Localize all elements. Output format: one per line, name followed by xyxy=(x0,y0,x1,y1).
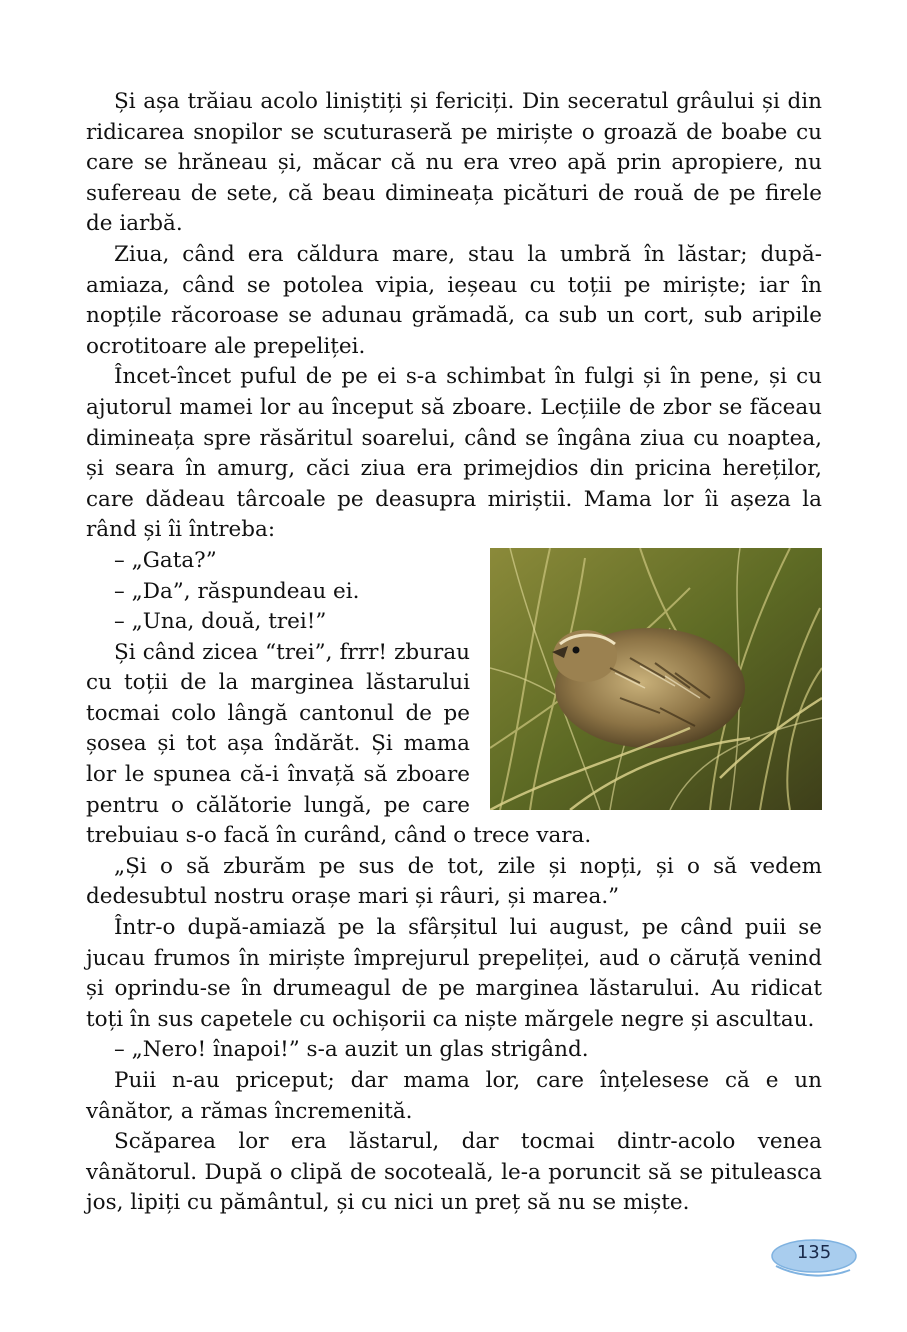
quail-photo xyxy=(490,548,822,810)
paragraph-2: Ziua, când era căldura mare, stau la umbră în lăstar; după-amiaza, când se potolea vipia, ieșeau cu toții pe miriște; iar în nopțile răcoroase se adunau grămadă, ca sub un cort, sub aripile ocrotitoare ale prepeliței. xyxy=(86,241,822,359)
page-text xyxy=(86,87,822,1219)
dialogue-line-1: – „Gata?” xyxy=(114,547,217,573)
dialogue-line-2: – „Da”, răspundeau ei. xyxy=(114,578,360,604)
page-number: 135 xyxy=(796,1242,832,1263)
page-number-badge xyxy=(770,1236,858,1280)
paragraph-3: Încet-încet puful de pe ei s-a schimbat în fulgi și în pene, și cu ajutorul mamei lor au început să zboare. Lecțiile de zbor se făceau dimineața spre răsăritul soarelui, când se îngâna ziua cu noaptea, și seara în amurg, căci ziua era primejdios din pricina hereților, care dădeau târcoale pe deasupra miriștii. Mama lor îi așeza la rând și îi întreba: xyxy=(86,364,822,543)
paragraph-7: Puii n-au priceput; dar mama lor, care înțelesese că e un vânător, a rămas încremenită. xyxy=(86,1068,822,1124)
paragraph-6: Într-o după-amiază pe la sfârșitul lui august, pe când puii se jucau frumos în miriște împrejurul prepeliței, aud o căruță venind și oprindu-se în drumeagul de pe marginea lăstarului. Au ridicat toți în sus capetele cu ochișorii ca niște mărgele negre și ascultau. xyxy=(86,915,822,1032)
paragraph-4: Și când zicea “trei”, frrr! zburau cu toții de la marginea lăstarului tocmai colo lângă cantonul de pe șosea și tot așa îndărăt. Și mama lor le spunea că-i învață să zboare pentru o călătorie lungă, pe care trebuiau s-o facă în curând, când o trece vara. xyxy=(86,639,592,849)
paragraph-1: Și așa trăiau acolo liniștiți și fericiți. Din seceratul grâului și din ridicarea snopilor se scuturaseră pe miriște o groază de boabe cu care se hrăneau și, măcar că nu era vreo apă prin apropiere, nu sufereau de sete, că beau dimineața picături de rouă de pe firele de iarbă. xyxy=(86,89,822,237)
dialogue-line-3: – „Una, două, trei!” xyxy=(114,609,327,635)
quail-in-grass-image xyxy=(490,548,822,810)
dialogue-line-4: – „Nero! înapoi!” s-a auzit un glas strigând. xyxy=(114,1037,589,1063)
paragraph-5: „Și o să zburăm pe sus de tot, zile și nopți, și o să vedem dedesubtul nostru orașe mari și râuri, și marea.” xyxy=(86,853,822,910)
paragraph-8: Scăparea lor era lăstarul, dar tocmai dintr-acolo venea vânătorul. După o clipă de socoteală, le-a poruncit să se pituleasca jos, lipiți cu pământul, și cu nici un preț să nu se miște. xyxy=(86,1129,822,1216)
